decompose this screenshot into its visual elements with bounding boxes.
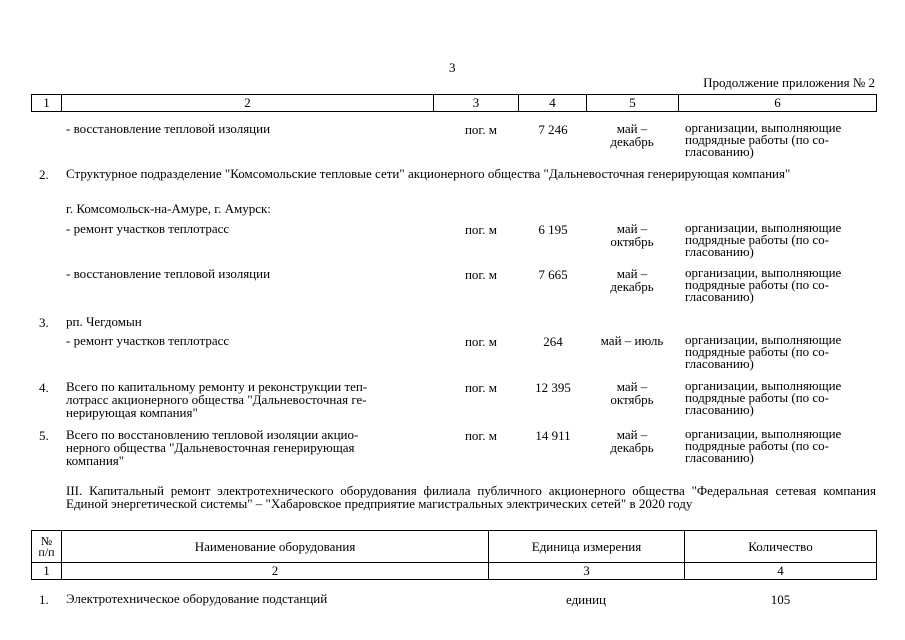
row-period: май – декабрь	[610, 427, 654, 455]
row-qty: 105	[770, 592, 791, 607]
row-qty: 6 195	[538, 222, 568, 237]
row-period: май – декабрь	[610, 266, 654, 294]
row-name: Всего по капитальному ремонту и реконструкции теп- лотрасс акционерного общества "Дальневосточная ге- нерирующая компания"	[66, 379, 368, 420]
col-num-1: 1	[32, 563, 62, 579]
row-num: 5.	[39, 428, 49, 443]
row-unit: пог. м	[464, 122, 498, 137]
row-executor: организации, выполняющие подрядные работы (по со- гласованию)	[685, 265, 842, 304]
row-period: май – октябрь	[610, 221, 654, 249]
table2-numbers	[32, 563, 876, 579]
header-name: Наименование оборудования	[62, 531, 489, 562]
row-executor: организации, выполняющие подрядные работы (по со- гласованию)	[685, 120, 842, 159]
row-num: 4.	[39, 380, 49, 395]
col-num-2: 2	[62, 563, 489, 579]
row-period: май – июль	[600, 333, 664, 348]
row-unit: пог. м	[464, 380, 498, 395]
table1-header	[31, 94, 877, 112]
equipment-table	[31, 530, 877, 580]
header-unit: Единица измерения	[489, 531, 685, 562]
header-qty: Количество	[748, 538, 813, 554]
row-full: рп. Чегдомын	[66, 314, 142, 329]
row-period: май – октябрь	[610, 379, 654, 407]
row-qty: 12 395	[535, 380, 571, 395]
row-qty: 7 665	[538, 267, 568, 282]
header-col-2: 2	[62, 95, 434, 111]
row-full: Структурное подразделение "Комсомольские тепловые сети" акционерного общества "Дальневосточная генерирующая компания"	[66, 166, 791, 181]
row-name: - восстановление тепловой изоляции	[66, 266, 271, 281]
row-unit: единиц	[565, 592, 607, 607]
table2-header	[32, 531, 876, 563]
row-full: г. Комсомольск-на-Амуре, г. Амурск:	[66, 201, 271, 216]
continuation-label: Продолжение приложения № 2	[703, 75, 875, 90]
row-name: Электротехническое оборудование подстанций	[66, 591, 328, 606]
row-unit: пог. м	[464, 334, 498, 349]
header-col-4: 4	[519, 95, 587, 111]
row-executor: организации, выполняющие подрядные работы (по со- гласованию)	[685, 220, 842, 259]
row-name: Всего по восстановлению тепловой изоляции акцио- нерного общества "Дальневосточная генерирующая компания"	[66, 427, 359, 468]
row-executor: организации, выполняющие подрядные работы (по со- гласованию)	[685, 332, 842, 371]
row-period: май – декабрь	[610, 121, 654, 149]
row-name: - ремонт участков теплотрасс	[66, 333, 230, 348]
row-unit: пог. м	[464, 267, 498, 282]
row-num: 2.	[39, 167, 49, 182]
page-number: 3	[449, 60, 456, 75]
row-qty: 14 911	[535, 428, 571, 443]
section-title: III. Капитальный ремонт электротехнического оборудования филиала публичного акционерного общества "Федеральная сетевая компания Единой энергетической системы" – "Хабаровское предприятие магистральных электрических сетей" в 2020 году	[66, 483, 876, 511]
row-qty: 264	[543, 334, 563, 349]
header-col-6: 6	[774, 95, 781, 110]
header-col-3: 3	[434, 95, 519, 111]
row-unit: пог. м	[464, 428, 498, 443]
col-num-4: 4	[777, 563, 784, 578]
header-col-5: 5	[587, 95, 679, 111]
row-qty: 7 246	[538, 122, 568, 137]
row-num: 1.	[39, 592, 49, 607]
row-unit: пог. м	[464, 222, 498, 237]
row-name: - ремонт участков теплотрасс	[66, 221, 230, 236]
row-executor: организации, выполняющие подрядные работы (по со- гласованию)	[685, 378, 842, 417]
header-col-1: 1	[32, 95, 62, 111]
col-num-3: 3	[489, 563, 685, 579]
row-executor: организации, выполняющие подрядные работы (по со- гласованию)	[685, 426, 842, 465]
row-name: - восстановление тепловой изоляции	[66, 121, 271, 136]
header-num: № п/п	[32, 531, 62, 562]
row-num: 3.	[39, 315, 49, 330]
